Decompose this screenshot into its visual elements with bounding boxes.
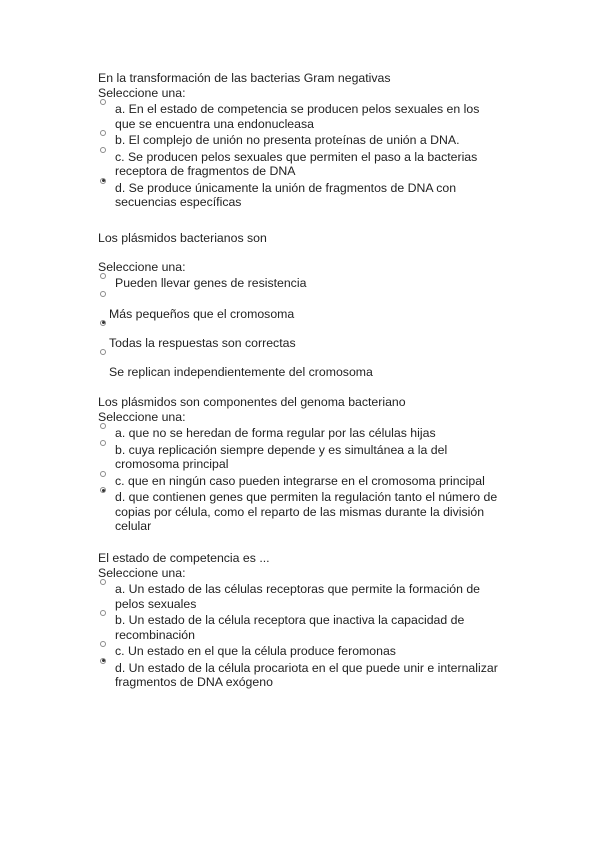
option-label: Se replican independientemente del cromosoma bbox=[109, 365, 373, 379]
option-c[interactable] bbox=[98, 644, 518, 659]
radio-button-selected[interactable] bbox=[100, 178, 106, 184]
select-prompt: Seleccione una: bbox=[98, 259, 186, 274]
option-label: a. Un estado de las células receptoras que permite la formación de pelos sexuales bbox=[115, 582, 481, 611]
option-label: d. Se produce únicamente la unión de fragmentos de DNA con secuencias específicas bbox=[115, 180, 457, 209]
radio-button[interactable] bbox=[100, 641, 106, 647]
option-1[interactable] bbox=[98, 276, 518, 291]
option-label: c. Se producen pelos sexuales que permiten el paso a la bacterias receptora de fragmentos de DNA bbox=[115, 149, 478, 178]
question-1 bbox=[98, 71, 518, 210]
option-label: d. Un estado de la célula procariota en el que puede unir e internalizar fragmentos de DNA exógeno bbox=[115, 660, 498, 689]
select-prompt: Seleccione una: bbox=[98, 85, 186, 100]
option-a[interactable] bbox=[98, 426, 518, 441]
option-label: Pueden llevar genes de resistencia bbox=[115, 276, 307, 290]
spacer bbox=[109, 322, 518, 337]
radio-button[interactable] bbox=[100, 423, 106, 429]
radio-button[interactable] bbox=[100, 349, 106, 355]
radio-button[interactable] bbox=[100, 610, 106, 616]
option-label: b. cuya replicación siempre depende y es simultánea a la del cromosoma principal bbox=[115, 442, 448, 471]
question-2 bbox=[98, 231, 518, 380]
radio-button[interactable] bbox=[100, 130, 106, 136]
radio-button[interactable] bbox=[100, 273, 106, 279]
option-label: c. Un estado en el que la célula produce feromonas bbox=[115, 644, 396, 658]
option-c[interactable] bbox=[98, 474, 518, 489]
radio-button[interactable] bbox=[100, 579, 106, 585]
option-label: a. que no se heredan de forma regular por las células hijas bbox=[115, 426, 436, 440]
option-label: b. El complejo de unión no presenta proteínas de unión a DNA. bbox=[115, 133, 460, 147]
option-a[interactable] bbox=[98, 582, 518, 611]
option-a[interactable] bbox=[98, 102, 518, 131]
option-b[interactable] bbox=[98, 613, 518, 642]
question-4 bbox=[98, 551, 518, 690]
option-label: d. que contienen genes que permiten la regulación tanto el número de copias por célula, como el reparto de las mismas durante la división celular bbox=[115, 490, 498, 533]
spacer bbox=[109, 351, 518, 366]
option-4[interactable] bbox=[98, 351, 518, 380]
option-d[interactable] bbox=[98, 181, 518, 210]
question-text: El estado de competencia es ... bbox=[98, 551, 270, 565]
option-b[interactable] bbox=[98, 443, 518, 472]
spacer bbox=[109, 293, 518, 308]
option-b[interactable] bbox=[98, 133, 518, 148]
option-label: Más pequeños que el cromosoma bbox=[109, 307, 295, 321]
question-3 bbox=[98, 395, 518, 534]
select-prompt: Seleccione una: bbox=[98, 409, 186, 424]
radio-button-selected[interactable] bbox=[100, 320, 106, 326]
radio-button[interactable] bbox=[100, 291, 106, 297]
question-text: En la transformación de las bacterias Gram negativas bbox=[98, 71, 391, 85]
question-text: Los plásmidos bacterianos son bbox=[98, 231, 267, 245]
option-d[interactable] bbox=[98, 661, 518, 690]
option-d[interactable] bbox=[98, 490, 518, 534]
select-prompt: Seleccione una: bbox=[98, 565, 186, 580]
option-label: Todas la respuestas son correctas bbox=[109, 336, 296, 350]
radio-button[interactable] bbox=[100, 99, 106, 105]
radio-button-selected[interactable] bbox=[100, 658, 106, 664]
radio-button[interactable] bbox=[100, 471, 106, 477]
option-label: a. En el estado de competencia se producen pelos sexuales en los que se encuentra una endonucleasa bbox=[115, 102, 480, 131]
question-text: Los plásmidos son componentes del genoma bacteriano bbox=[98, 395, 406, 409]
radio-button-selected[interactable] bbox=[100, 487, 106, 493]
option-label: c. que en ningún caso pueden integrarse en el cromosoma principal bbox=[115, 473, 485, 488]
option-3[interactable] bbox=[98, 322, 518, 351]
radio-button[interactable] bbox=[100, 147, 106, 153]
option-c[interactable] bbox=[98, 150, 518, 179]
option-label: b. Un estado de la célula receptora que inactiva la capacidad de recombinación bbox=[115, 613, 465, 642]
option-2[interactable] bbox=[98, 293, 518, 322]
radio-button[interactable] bbox=[100, 440, 106, 446]
